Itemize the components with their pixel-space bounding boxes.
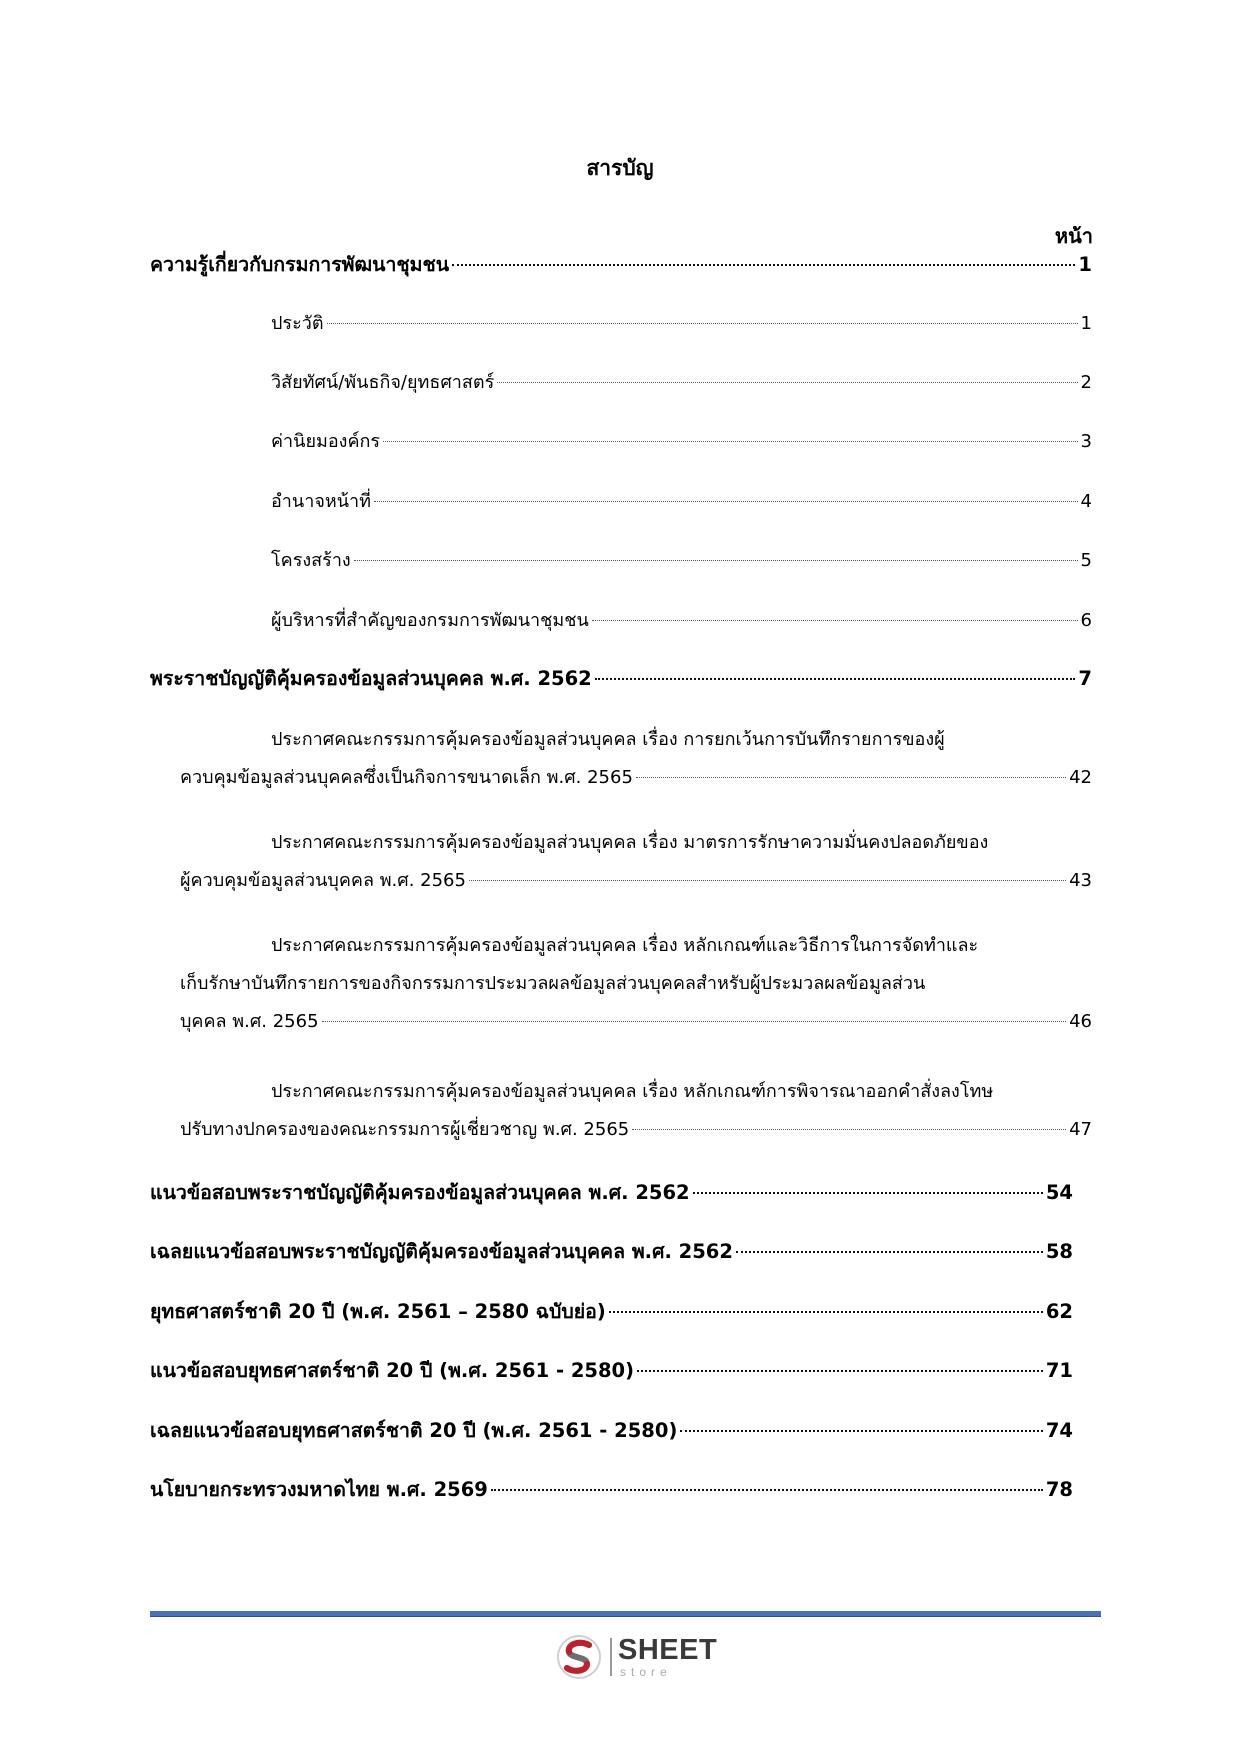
toc-entry-text: ประวัติ — [271, 313, 324, 334]
toc-entry-text: ค่านิยมองค์กร — [271, 431, 381, 452]
toc-entry-page: 5 — [1080, 550, 1092, 571]
toc-entry-announcement[interactable] — [180, 726, 1092, 786]
leader-dots — [491, 1489, 1043, 1491]
toc-entry-text: ยุทธศาสตร์ชาติ 20 ปี (พ.ศ. 2561 – 2580 ฉบับย่อ) — [150, 1300, 606, 1323]
entry-line: ประกาศคณะกรรมการคุ้มครองข้อมูลส่วนบุคคล เรื่อง มาตรการรักษาความมั่นคงปลอดภัยของ — [271, 832, 989, 853]
toc-entry-sub[interactable] — [150, 547, 1092, 575]
toc-entry-main[interactable] — [150, 1476, 1073, 1504]
entry-line: ประกาศคณะกรรมการคุ้มครองข้อมูลส่วนบุคคล เรื่อง หลักเกณฑ์การพิจารณาออกคำสั่งลงโทษ — [271, 1081, 994, 1102]
toc-entry-announcement[interactable] — [180, 829, 1092, 889]
toc-entry-page: 2 — [1080, 372, 1092, 393]
leader-dots — [497, 382, 1077, 383]
toc-entry-text: โครงสร้าง — [271, 550, 351, 571]
entry-last-line — [180, 1008, 1092, 1036]
leader-dots — [680, 1430, 1043, 1432]
leader-dots — [383, 441, 1077, 442]
leader-dots — [636, 777, 1066, 778]
entry-line: เก็บรักษาบันทึกรายการของกิจกรรมการประมวลผลข้อมูลส่วนบุคคลสำหรับผู้ประมวลผลข้อมูลส่วน — [180, 973, 926, 994]
page-title: สารบัญ — [586, 156, 654, 180]
leader-dots — [327, 323, 1078, 324]
toc-entry-page: 4 — [1080, 491, 1092, 512]
leader-dots — [374, 501, 1078, 502]
leader-dots — [469, 880, 1066, 881]
entry-last-line — [180, 867, 1092, 895]
toc-entry-page: 46 — [1069, 1011, 1092, 1032]
toc-entry-page: 47 — [1069, 1119, 1092, 1140]
leader-dots — [322, 1021, 1067, 1022]
logo-subtitle: store — [620, 1665, 672, 1679]
toc-entry-main[interactable] — [150, 1298, 1073, 1326]
sheet-store-logo — [556, 1632, 726, 1684]
leader-dots — [354, 560, 1078, 561]
toc-entry-main[interactable] — [150, 1179, 1073, 1207]
toc-entry-page: 7 — [1078, 667, 1092, 690]
entry-line: ประกาศคณะกรรมการคุ้มครองข้อมูลส่วนบุคคล เรื่อง การยกเว้นการบันทึกรายการของผู้ — [271, 729, 945, 750]
toc-entry-sub[interactable] — [150, 428, 1092, 456]
toc-entry-announcement[interactable] — [180, 932, 1092, 1032]
toc-entry-page: 58 — [1045, 1240, 1073, 1263]
toc-entry-text: นโยบายกระทรวงมหาดไทย พ.ศ. 2569 — [150, 1478, 488, 1501]
toc-entry-text: พระราชบัญญัติคุ้มครองข้อมูลส่วนบุคคล พ.ศ. 2562 — [150, 667, 592, 690]
toc-entry-page: 3 — [1080, 431, 1092, 452]
toc-entry-sub[interactable] — [150, 488, 1092, 516]
entry-last-line — [180, 1116, 1092, 1144]
toc-entry-page: 71 — [1045, 1359, 1073, 1382]
toc-entry-text: ผู้บริหารที่สำคัญของกรมการพัฒนาชุมชน — [271, 610, 589, 631]
toc-entry-page: 1 — [1078, 253, 1092, 276]
toc-entry-page: 42 — [1069, 767, 1092, 788]
entry-last-line — [180, 764, 1092, 792]
toc-entry-text: เฉลยแนวข้อสอบยุทธศาสตร์ชาติ 20 ปี (พ.ศ. 2561 - 2580) — [150, 1419, 678, 1442]
toc-entry-sub[interactable] — [150, 310, 1092, 338]
toc-entry-page: 74 — [1045, 1419, 1073, 1442]
toc-entry-main[interactable] — [150, 1357, 1073, 1385]
leader-dots — [609, 1311, 1043, 1313]
toc-entry-page: 54 — [1045, 1181, 1073, 1204]
toc-entry-text: ความรู้เกี่ยวกับกรมการพัฒนาชุมชน — [150, 253, 450, 276]
leader-dots — [452, 264, 1075, 266]
toc-entry-main[interactable] — [150, 1417, 1073, 1445]
entry-line: ประกาศคณะกรรมการคุ้มครองข้อมูลส่วนบุคคล เรื่อง หลักเกณฑ์และวิธีการในการจัดทำและ — [271, 935, 979, 956]
toc-entry-page: 6 — [1080, 610, 1092, 631]
leader-dots — [595, 678, 1076, 680]
toc-entry-announcement[interactable] — [180, 1078, 1092, 1138]
leader-dots — [637, 1370, 1043, 1372]
toc-entry-text: แนวข้อสอบยุทธศาสตร์ชาติ 20 ปี (พ.ศ. 2561 - 2580) — [150, 1359, 635, 1382]
leader-dots — [736, 1251, 1043, 1253]
entry-line: ผู้ควบคุมข้อมูลส่วนบุคคล พ.ศ. 2565 — [180, 870, 466, 891]
toc-entry-page: 78 — [1045, 1478, 1073, 1501]
toc-entry-text: วิสัยทัศน์/พันธกิจ/ยุทธศาสตร์ — [271, 372, 495, 393]
entry-line: ควบคุมข้อมูลส่วนบุคคลซึ่งเป็นกิจการขนาดเล็ก พ.ศ. 2565 — [180, 767, 633, 788]
entry-line: บุคคล พ.ศ. 2565 — [180, 1011, 319, 1032]
toc-entry-page: 62 — [1045, 1300, 1073, 1323]
toc-entry-sub[interactable] — [150, 369, 1092, 397]
leader-dots — [693, 1192, 1043, 1194]
entry-line: ปรับทางปกครองของคณะกรรมการผู้เชี่ยวชาญ พ.ศ. 2565 — [180, 1119, 630, 1140]
toc-entry-text: แนวข้อสอบพระราชบัญญัติคุ้มครองข้อมูลส่วนบุคคล พ.ศ. 2562 — [150, 1181, 690, 1204]
toc-entry-text: อำนาจหน้าที่ — [271, 491, 372, 512]
toc-entry-page: 43 — [1069, 870, 1092, 891]
page-column-header: หน้า — [1054, 224, 1093, 248]
logo-brand: SHEET — [618, 1634, 718, 1666]
toc-entry-main[interactable] — [150, 665, 1092, 693]
logo-separator — [610, 1638, 612, 1676]
sheet-store-logo-icon — [556, 1634, 602, 1680]
toc-entry-main[interactable] — [150, 251, 1092, 279]
footer-divider — [150, 1611, 1101, 1616]
toc-entry-main[interactable] — [150, 1238, 1073, 1266]
leader-dots — [592, 620, 1078, 621]
toc-entry-page: 1 — [1080, 313, 1092, 334]
toc-entry-text: เฉลยแนวข้อสอบพระราชบัญญัติคุ้มครองข้อมูลส่วนบุคคล พ.ศ. 2562 — [150, 1240, 733, 1263]
toc-entry-sub[interactable] — [150, 607, 1092, 635]
leader-dots — [632, 1129, 1066, 1130]
